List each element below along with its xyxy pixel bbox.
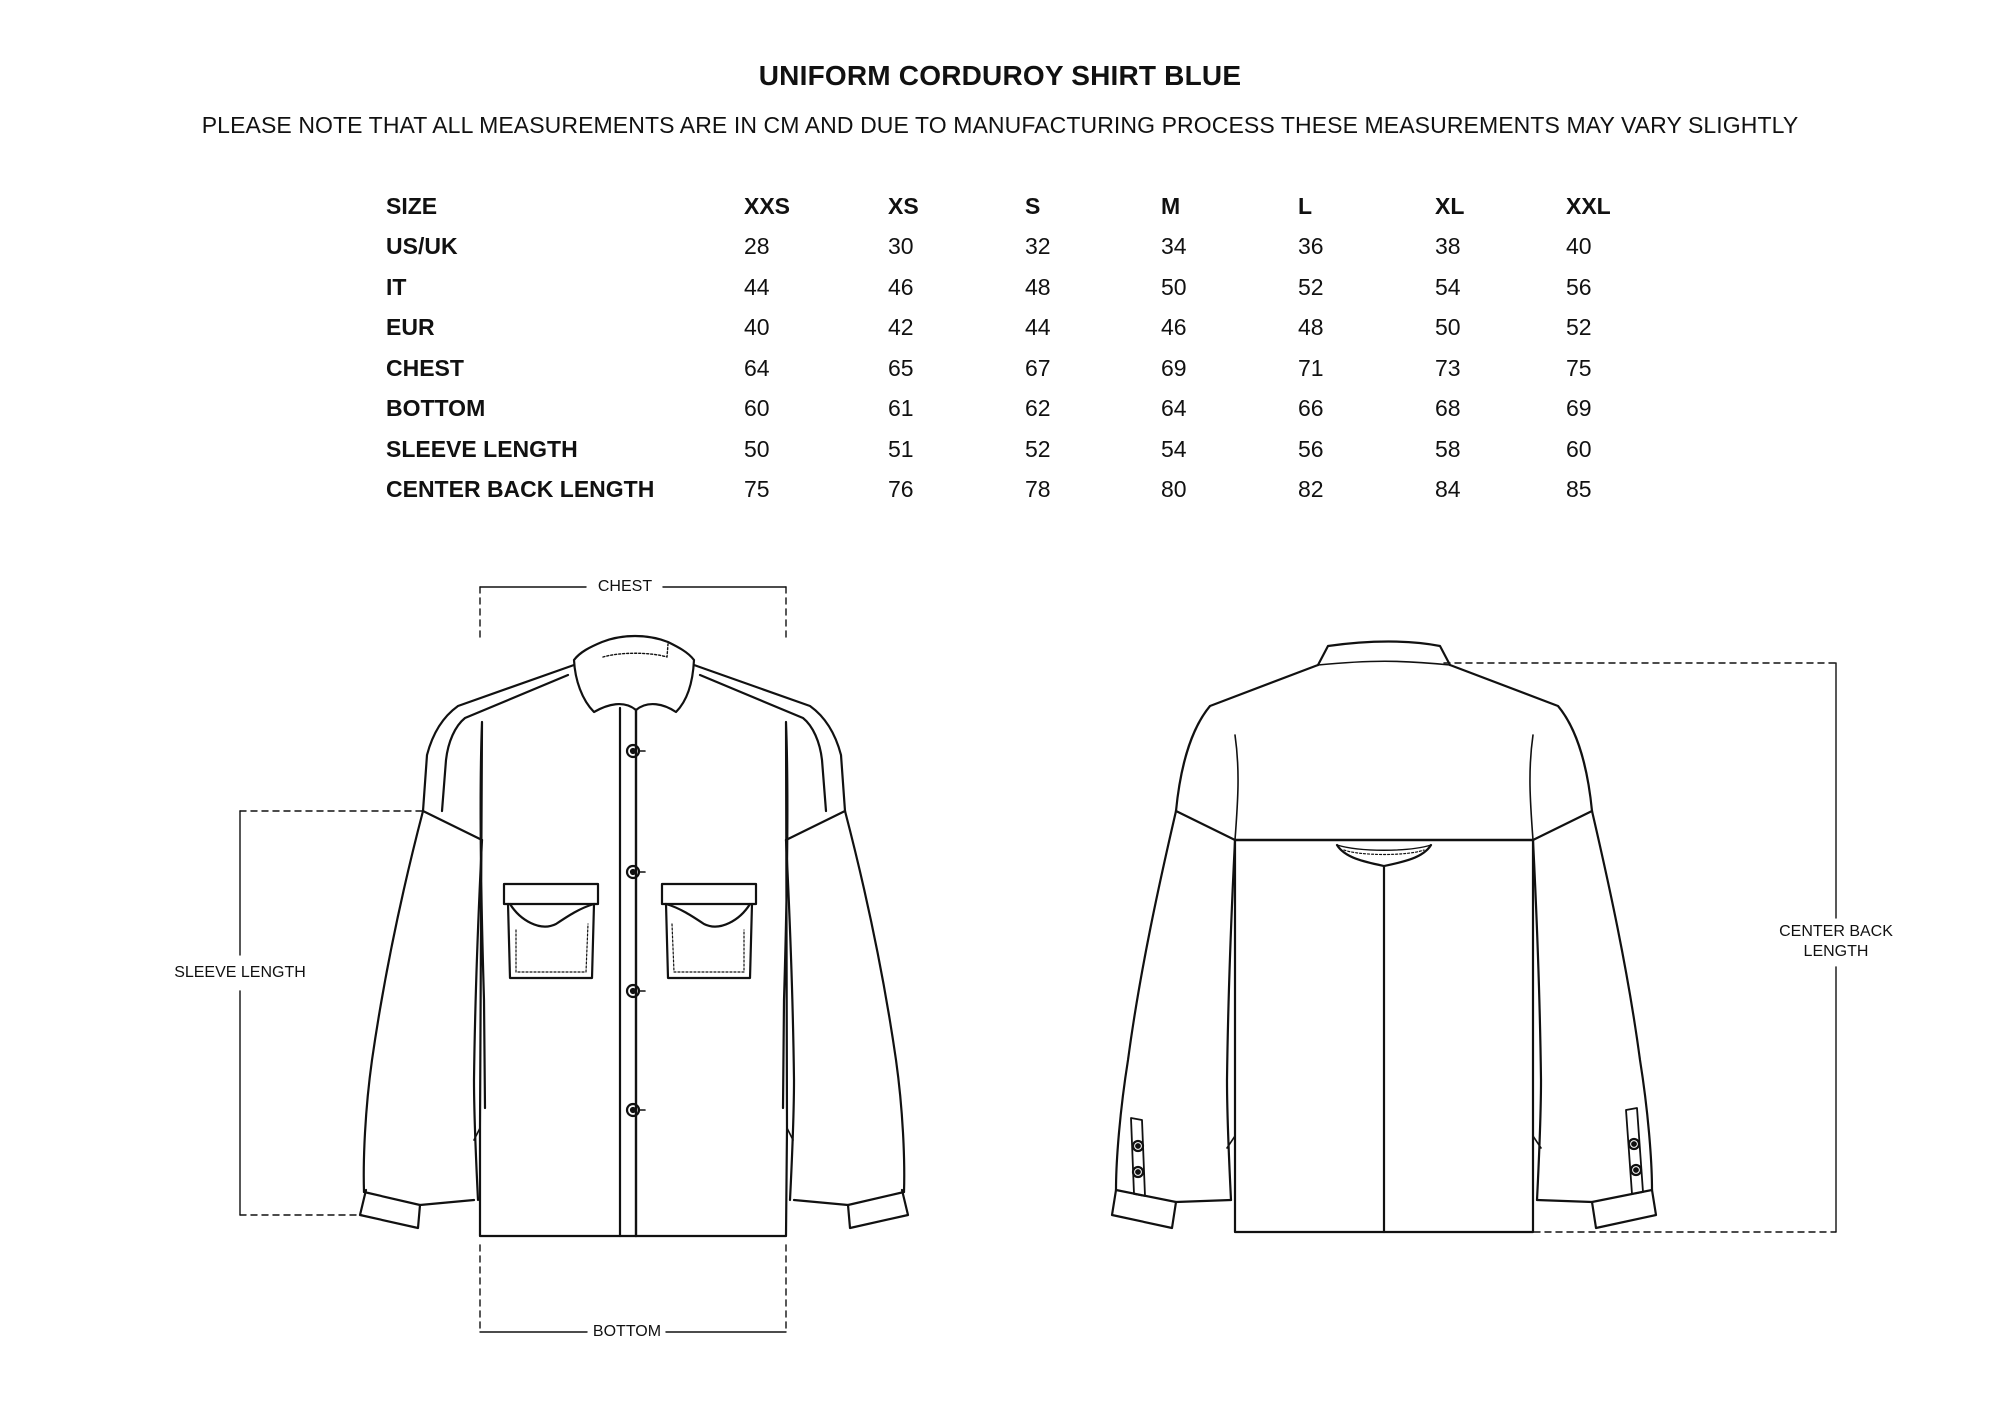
button-icon (1133, 1167, 1143, 1177)
table-cell: 75 (1566, 354, 1592, 381)
button-icon (1629, 1139, 1639, 1149)
table-cell: 60 (1566, 435, 1592, 462)
table-cell: 40 (1566, 233, 1592, 260)
table-cell: 62 (1025, 395, 1051, 422)
table-cell: 46 (888, 273, 914, 300)
product-title: UNIFORM CORDUROY SHIRT BLUE (758, 60, 1242, 91)
table-cell: 54 (1161, 435, 1187, 462)
table-cell: 68 (1435, 395, 1461, 422)
table-cell: 50 (1161, 273, 1187, 300)
shirt-front-view (360, 636, 908, 1236)
button-icon (1631, 1165, 1641, 1175)
column-header: XL (1435, 192, 1465, 219)
table-cell: 60 (744, 395, 770, 422)
table-cell: 67 (1025, 354, 1051, 381)
table-cell: 44 (744, 273, 770, 300)
row-label: US/UK (386, 233, 458, 260)
table-cell: 84 (1435, 476, 1461, 503)
table-cell: 75 (744, 476, 770, 503)
column-header: L (1298, 192, 1313, 219)
measurement-note: PLEASE NOTE THAT ALL MEASUREMENTS ARE IN CM AND DUE TO MANUFACTURING PROCESS THESE MEASUREMENTS MAY VARY SLIGHTLY (201, 112, 1799, 138)
size-header: SIZE (386, 192, 438, 219)
bottom-label: BOTTOM (590, 1322, 664, 1342)
button-icon (627, 985, 645, 997)
table-cell: 64 (744, 354, 770, 381)
table-cell: 34 (1161, 233, 1187, 260)
table-cell: 52 (1025, 435, 1051, 462)
table-cell: 50 (744, 435, 770, 462)
table-cell: 30 (888, 233, 914, 260)
table-cell: 66 (1298, 395, 1324, 422)
table-cell: 42 (888, 314, 914, 341)
button-icon (627, 745, 645, 757)
row-label: BOTTOM (386, 395, 486, 422)
center-back-label-line1: CENTER BACK (1779, 923, 1893, 940)
table-cell: 82 (1298, 476, 1324, 503)
column-header: XS (888, 192, 919, 219)
table-cell: 51 (888, 435, 914, 462)
table-cell: 78 (1025, 476, 1051, 503)
table-cell: 44 (1025, 314, 1051, 341)
table-cell: 80 (1161, 476, 1187, 503)
bottom-dimension (480, 1245, 786, 1332)
sleeve-length-label: SLEEVE LENGTH (162, 963, 318, 983)
table-cell: 36 (1298, 233, 1324, 260)
column-header: XXS (744, 192, 791, 219)
center-back-label-line2: LENGTH (1803, 943, 1869, 960)
table-cell: 69 (1161, 354, 1187, 381)
table-cell: 61 (888, 395, 914, 422)
shirt-back-view (1112, 642, 1656, 1233)
table-cell: 28 (744, 233, 770, 260)
center-back-length-label (1770, 922, 1902, 962)
table-cell: 64 (1161, 395, 1187, 422)
button-icon (1133, 1141, 1143, 1151)
table-cell: 46 (1161, 314, 1187, 341)
table-cell: 48 (1298, 314, 1324, 341)
table-cell: 52 (1566, 314, 1592, 341)
table-cell: 69 (1566, 395, 1592, 422)
row-label: CENTER BACK LENGTH (386, 476, 655, 503)
table-cell: 54 (1435, 273, 1461, 300)
button-icon (627, 1104, 645, 1116)
column-header: S (1025, 192, 1041, 219)
table-cell: 32 (1025, 233, 1051, 260)
row-label: IT (386, 273, 407, 300)
button-icon (627, 866, 645, 878)
sleeve-length-dimension (240, 811, 423, 1215)
row-label: SLEEVE LENGTH (386, 435, 578, 462)
column-header: M (1161, 192, 1181, 219)
table-cell: 50 (1435, 314, 1461, 341)
table-cell: 58 (1435, 435, 1461, 462)
chest-label: CHEST (588, 577, 662, 597)
row-label: CHEST (386, 354, 464, 381)
table-cell: 71 (1298, 354, 1324, 381)
table-cell: 65 (888, 354, 914, 381)
table-cell: 56 (1566, 273, 1592, 300)
table-cell: 40 (744, 314, 770, 341)
column-header: XXL (1566, 192, 1611, 219)
table-cell: 48 (1025, 273, 1051, 300)
table-cell: 76 (888, 476, 914, 503)
row-label: EUR (386, 314, 435, 341)
table-cell: 73 (1435, 354, 1461, 381)
table-cell: 56 (1298, 435, 1324, 462)
table-cell: 85 (1566, 476, 1592, 503)
table-cell: 38 (1435, 233, 1461, 260)
table-cell: 52 (1298, 273, 1324, 300)
